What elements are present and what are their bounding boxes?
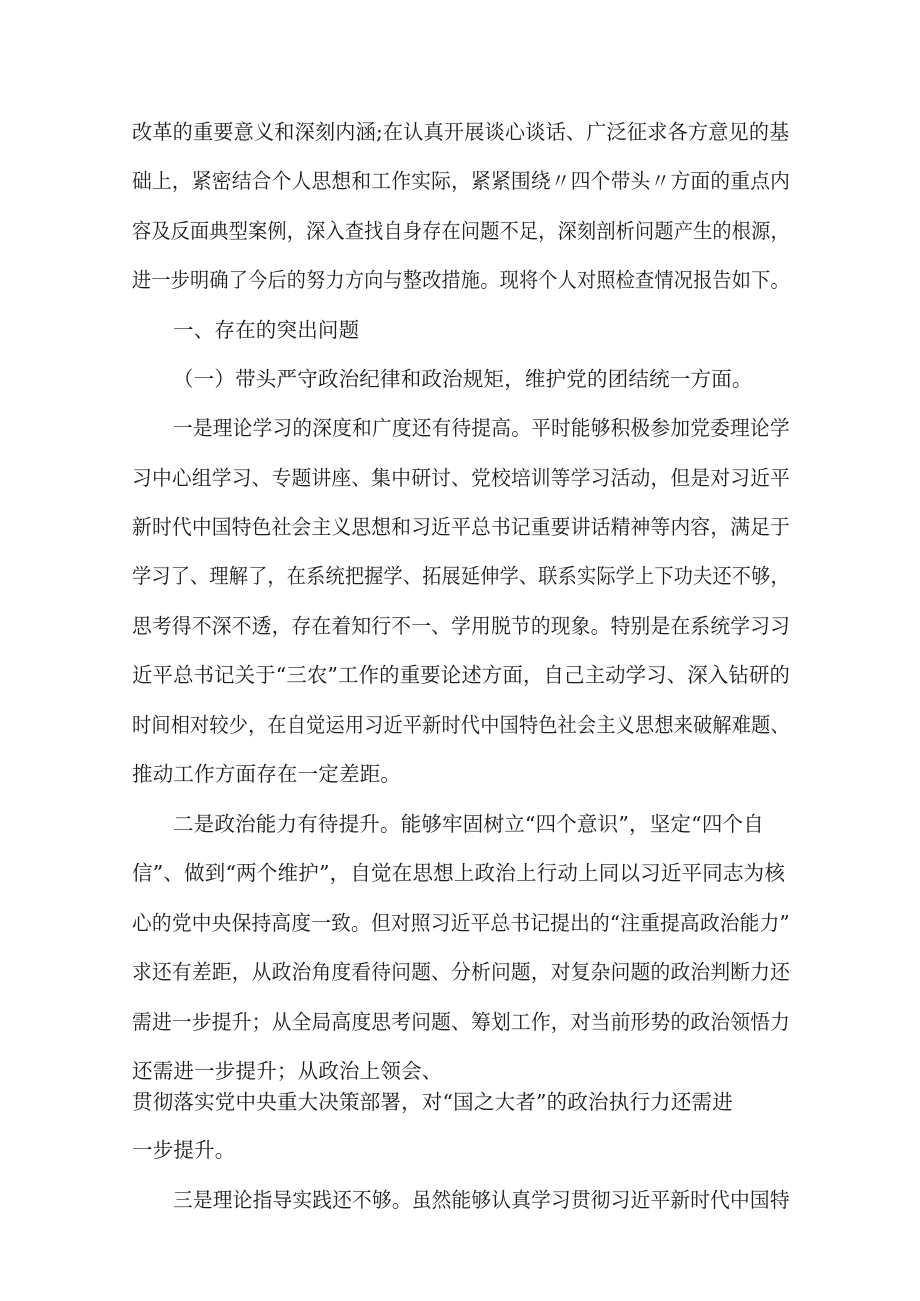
- text-line-13: 时间相对较少，在自觉运用习近平新时代中国特色社会主义思想来破解难题、: [132, 713, 790, 737]
- text-line-23: 三是理论指导实践还不够。虽然能够认真学习贯彻习近平新时代中国特: [173, 1188, 790, 1212]
- text-line-11: 思考得不深不透，存在着知行不一、学用脱节的现象。特别是在系统学习习: [132, 614, 791, 638]
- text-line-15: 二是政治能力有待提升。能够牢固树立“四个意识”，坚定“四个自: [173, 812, 764, 836]
- text-line-20: 还需进一步提升；从政治上领会、: [132, 1059, 443, 1083]
- section-heading: 一、存在的突出问题: [173, 318, 360, 342]
- subsection-heading: （一）带头严守政治纪律和政治规矩，维护党的团结统一方面。: [173, 367, 753, 391]
- text-line-12: 近平总书记关于“三农”工作的重要论述方面，自己主动学习、深入钻研的: [132, 663, 791, 687]
- text-line-4: 进一步明确了今后的努力方向与整改措施。现将个人对照检查情况报告如下。: [132, 268, 790, 292]
- text-line-8: 习中心组学习、专题讲座、集中研讨、党校培训等学习活动，但是对习近平: [132, 466, 791, 490]
- text-line-9: 新时代中国特色社会主义思想和习近平总书记重要讲话精神等内容，满足于: [132, 515, 791, 539]
- text-line-19: 需进一步提升；从全局高度思考问题、筹划工作，对当前形势的政治领悟力: [132, 1010, 791, 1034]
- text-line-3: 容及反面典型案例，深入查找自身存在问题不足，深刻剖析问题产生的根源，: [132, 219, 790, 243]
- text-line-21: 贯彻落实党中央重大决策部署，对“国之大者”的政治执行力还需进: [132, 1090, 733, 1114]
- text-line-7: 一是理论学习的深度和广度还有待提高。平时能够积极参加党委理论学: [173, 416, 790, 440]
- text-line-10: 学习了、理解了，在系统把握学、拓展延伸学、联系实际学上下功夫还不够，: [132, 564, 790, 588]
- text-line-14: 推动工作方面存在一定差距。: [132, 762, 402, 786]
- text-line-2: 础上，紧密结合个人思想和工作实际，紧紧围绕〃四个带头〃方面的重点内: [132, 169, 791, 193]
- text-line-22: 一步提升。: [132, 1138, 236, 1162]
- text-line-17: 心的党中央保持高度一致。但对照习近平总书记提出的“注重提高政治能力”: [132, 911, 790, 935]
- text-line-16: 信”、做到“两个维护”，自觉在思想上政治上行动上同以习近平同志为核: [132, 861, 786, 885]
- text-line-1: 改革的重要意义和深刻内涵;在认真开展谈心谈话、广泛征求各方意见的基: [132, 120, 790, 144]
- text-line-18: 求还有差距，从政治角度看待问题、分析问题，对复杂问题的政治判断力还: [132, 960, 791, 984]
